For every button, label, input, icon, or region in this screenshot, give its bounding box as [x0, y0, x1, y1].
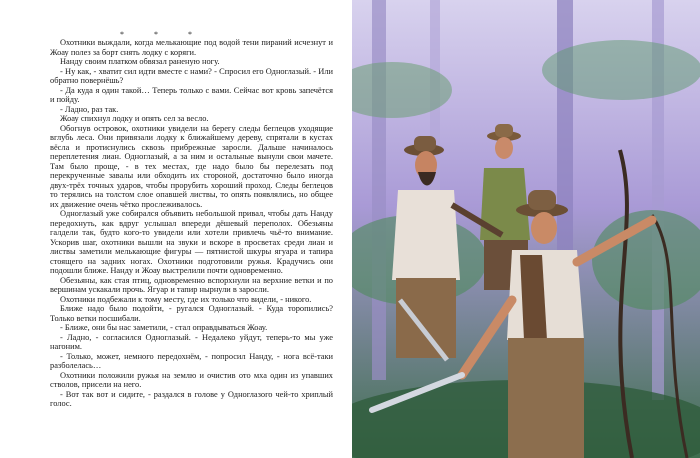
paragraph: Жоау спихнул лодку и опять сел за весло.: [60, 114, 209, 123]
paragraph: Охотники выждали, когда мелькающие под водой тени пираний исчезнут и Жоау полез за борт снять лодку с коряги.: [50, 38, 333, 57]
illustration-svg: [352, 0, 700, 458]
paragraph: - Только, может, немного передохнём, - попросил Нанду, - нога всё-таки разболелась…: [50, 351, 333, 370]
paragraph: - Ближе, они бы нас заметили, - стал оправдываться Жоау.: [60, 323, 268, 332]
tree-trunk: [372, 0, 386, 380]
paragraph: Обезьяны, как стая птиц, одновременно вспорхнули на верхние ветки и по вершинам ускакали прочь. Ягуар и тапир нырнули в заросли.: [50, 275, 333, 294]
paragraph: Обогнув островок, охотники увидели на берегу следы беглецов уходящие вглубь леса. Они привязали лодку к ближайшему дереву, спрятали в кустах вёсла и протиснулись сквозь прибрежные заросли. Дальше начиналось переплетения лиан. Одноглазый, а за ним и остальные вынули свои мачете. Там было проще, - в тех местах, где надо было бы перелезать под перекрученные завалы или обходить их стороной, достаточно было иногда двух-трёх точных ударов, чтобы прорубить хороший проход. Следы беглецов то терялись на толстом слое опавшей листвы, то опять появлялись, но общее их движение очень чётко прослеживалось.: [50, 123, 333, 209]
text-column: [50, 38, 333, 409]
paragraph: Ближе надо было подойти, - ругался Одноглазый. - Куда торопились? Только ветки посшибали.: [50, 304, 333, 323]
paragraph: - Ладно, - согласился Одноглазый. - Недалеко уйдут, теперь-то мы уже нагоним.: [50, 332, 333, 351]
section-separator: * * *: [120, 30, 206, 39]
paragraph: Нанду своим платком обвязал раненую ногу.: [60, 57, 220, 66]
paragraph: - Ну как, - хватит сил идти вместе с нами? - Спросил его Одноглазый. - Или обратно повернёшь?: [50, 66, 333, 85]
paragraph: Одноглазый уже собирался объявить небольшой привал, чтобы дать Нанду передохнуть, как вдруг услышал впереди дёшевый переполох. Обезьяны галдели так, будто кого-то увидели или хотели привлечь чьё-то внимание. Ускорив шаг, охотники вышли на звуки и вскоре в просветах среди лиан и листвы заметили мелькающие фигуры — пятнистой шкуры ягуара и тапира стоящего на задних ногах. Охотники подготовили ружья. Крадучись они подошли ближе. Нанду и Жоау выстрелили почти одновременно.: [50, 209, 333, 275]
paragraph: - Вот так вот и сидите, - раздался в голове у Одноглазого чей-то хриплый голос.: [50, 389, 333, 408]
paragraph: Охотники положили ружья на землю и очистив ото мха один из упавших стволов, присели на него.: [50, 370, 333, 389]
foliage: [542, 40, 700, 100]
paragraph: - Да куда я один такой… Теперь только с вами. Сейчас вот кровь запечётся и пойду.: [50, 85, 333, 104]
paragraph: - Ладно, раз так.: [60, 104, 119, 114]
paragraph: Охотники подбежали к тому месту, где их только что видели, - никого.: [60, 294, 312, 304]
jungle-illustration: [352, 0, 700, 458]
